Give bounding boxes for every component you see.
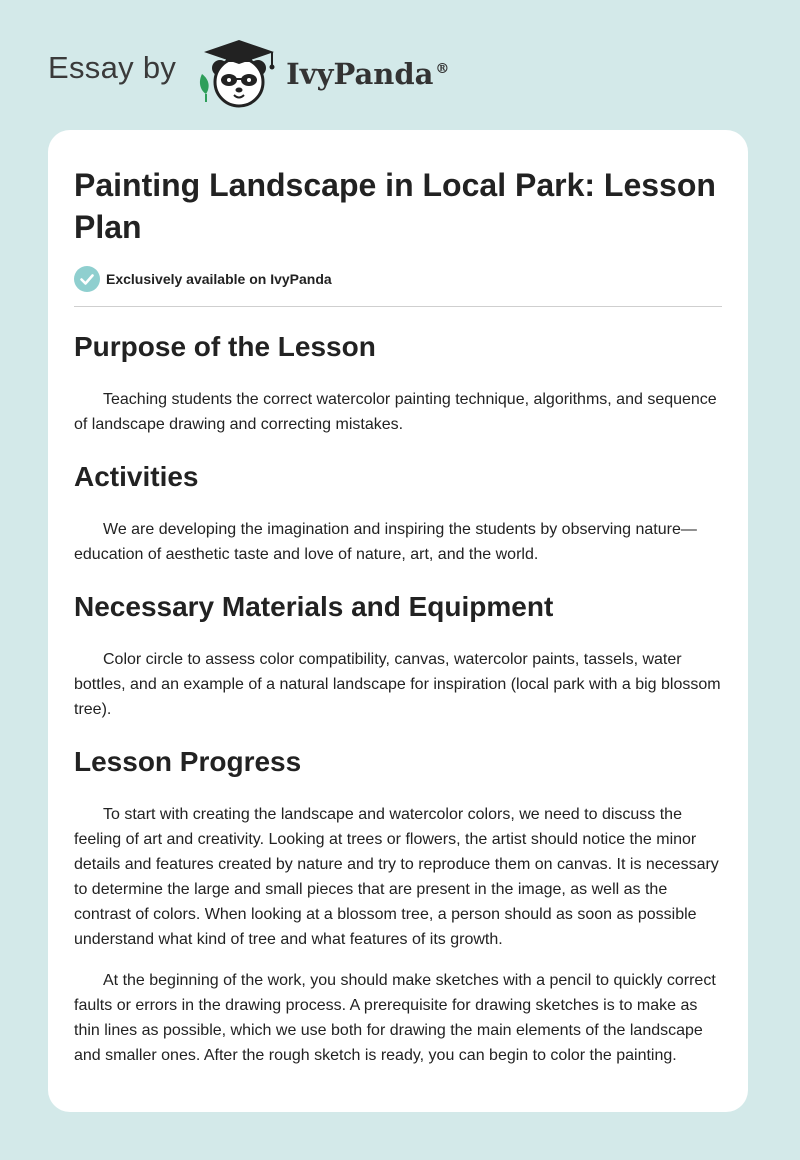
site-header: [48, 32, 449, 112]
title-divider: [74, 306, 722, 307]
essay-by-label: Essay by: [48, 50, 177, 85]
paragraph-materials: Color circle to assess color compatibility, canvas, watercolor paints, tassels, water bottles, and an example of a natural landscape for inspiration (local park with a big blossom tree).: [74, 651, 721, 718]
check-circle-icon: [74, 266, 100, 292]
paragraph-purpose: Teaching students the correct watercolor painting technique, algorithms, and sequence of landscape drawing and correcting mistakes.: [74, 391, 717, 433]
essay-card: [48, 130, 748, 1112]
panda-graduate-logo-icon[interactable]: [194, 32, 284, 112]
ivypanda-wordmark[interactable]: IvyPanda ®: [286, 57, 450, 91]
section-heading-activities: Activities: [74, 461, 199, 492]
section-heading-materials: Necessary Materials and Equipment: [74, 591, 554, 622]
section-heading-purpose: Purpose of the Lesson: [74, 331, 376, 362]
paragraph-activities: We are developing the imagination and inspiring the students by observing nature—education of aesthetic taste and love of nature, art, and the world.: [74, 521, 697, 563]
paragraph-lesson-progress-1: To start with creating the landscape and watercolor colors, we need to discuss the feeling of art and creativity. Looking at trees or flowers, the artist should notice the minor details and features created by nature and try to reproduce them on canvas. It is necessary to determine the large and small pieces that are present in the image, as well as the contrast of colors. When looking at a blossom tree, a person should as soon as possible understand what kind of tree and what features of its growth.: [74, 806, 719, 948]
exclusive-badge-label: Exclusively available on IvyPanda: [106, 271, 332, 287]
paragraph-lesson-progress-2: At the beginning of the work, you should make sketches with a pencil to quickly correct faults or errors in the drawing process. A prerequisite for drawing sketches is to make as thin lines as possible, which we use both for drawing the main elements of the landscape and smaller ones. After the rough sketch is ready, you can begin to color the painting.: [74, 972, 716, 1064]
section-heading-lesson-progress: Lesson Progress: [74, 746, 302, 777]
page-title: Painting Landscape in Local Park: Lesson Plan: [74, 167, 716, 245]
exclusive-badge: [74, 266, 722, 292]
